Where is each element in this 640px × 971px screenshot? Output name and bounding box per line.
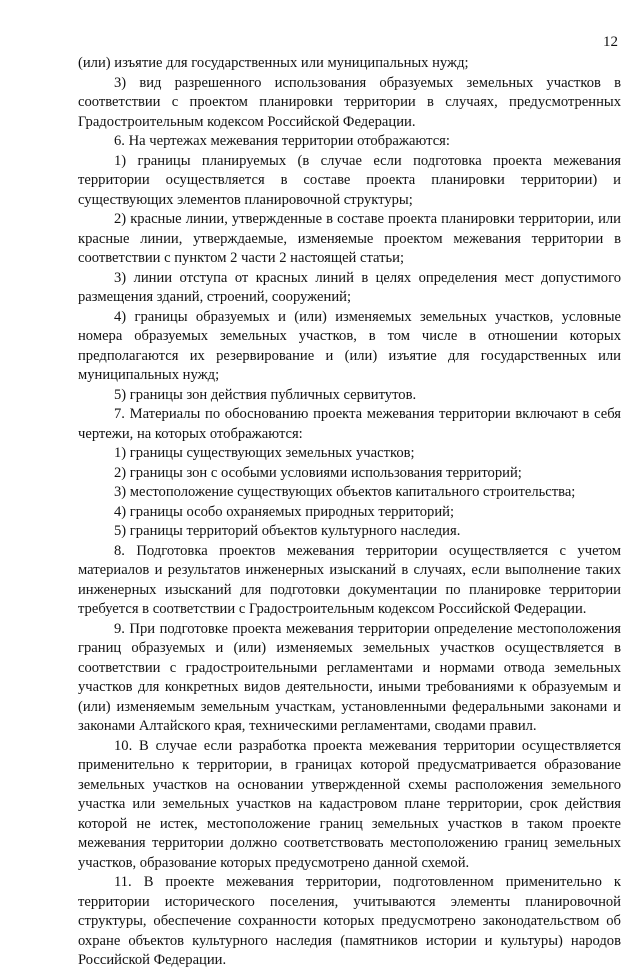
paragraph-item-7-2: 2) границы зон с особыми условиями использования территорий; [114, 464, 522, 481]
paragraph-item-7-5: 5) границы территорий объектов культурного наследия. [114, 523, 461, 539]
paragraph-section-6: 6. На чертежах межевания территории отображаются: [114, 133, 450, 149]
paragraph-item-7-4: 4) границы особо охраняемых природных территорий; [114, 503, 455, 520]
paragraph-item-7-3: 3) местоположение существующих объектов капитального строительства; [114, 484, 576, 500]
paragraph-item-7-1: 1) границы существующих земельных участков; [114, 445, 415, 461]
paragraph-item-6-4: 4) границы образуемых и (или) изменяемых земельных участков, условные номера образуемых земельных участков, в том числе в отношении которых предполагаются их резервирование и (или) изъятие для государственных или муниципальных нужд; [78, 308, 621, 383]
paragraph-item-5-3: 3) вид разрешенного использования образуемых земельных участков в соответствии с проектом планировки территории в случаях, предусмотренных Градостроительным кодексом Российской Федерации. [78, 74, 621, 130]
paragraph-item-6-5: 5) границы зон действия публичных сервитутов. [114, 386, 417, 403]
paragraph-section-11: 11. В проекте межевания территории, подготовленном применительно к территории исторического поселения, учитываются элементы планировочной структуры, обеспечение сохранности которых предусмотрено законодательством об охране объектов культурного наследия (памятников истории и культуры) народов Российской Федерации. [78, 874, 621, 968]
paragraph-item-6-3: 3) линии отступа от красных линий в целях определения мест допустимого размещения зданий, строений, сооружений; [78, 269, 621, 305]
paragraph-section-10: 10. В случае если разработка проекта межевания территории осуществляется применительно к территории, в границах которой предусматривается образование земельных участков на основании утвержденной схемы расположения земельного участка или земельных участков на кадастровом плане территории, срок действия которой не истек, местоположение границ земельных участков в таком проекте межевания территории должно соответствовать местоположению границ земельных участков, образование которых предусмотрено данной схемой. [78, 737, 621, 871]
paragraph-item-6-2: 2) красные линии, утвержденные в составе проекта планировки территории, или красные линии, утверждаемые, изменяемые проектом межевания территории в соответствии с пунктом 2 части 2 настоящей статьи; [78, 211, 621, 266]
page-number: 12 [603, 34, 618, 50]
paragraph-continuation: (или) изъятие для государственных или муниципальных нужд; [78, 55, 469, 71]
paragraph-item-6-1: 1) границы планируемых (в случае если подготовка проекта межевания территории осуществляется в составе проекта планировки территории) и существующих элементов планировочной структуры; [78, 152, 621, 208]
paragraph-section-8: 8. Подготовка проектов межевания территории осуществляется с учетом материалов и результатов инженерных изысканий в случаях, если выполнение таких инженерных изысканий для подготовки документации по планировке территории требуется в соответствии с Градостроительным кодексом Российской Федерации. [78, 542, 621, 617]
paragraph-section-9: 9. При подготовке проекта межевания территории определение местоположения границ образуемых и (или) изменяемых земельных участков осуществляется в соответствии с градостроительными регламентами и нормами отвода земельных участков для конкретных видов деятельности, иными требованиями к образуемым и (или) изменяемым земельным участкам, установленными федеральными законами и законами Алтайского края, техническими регламентами, сводами правил. [78, 620, 621, 734]
document-body [78, 54, 621, 971]
paragraph-section-7: 7. Материалы по обоснованию проекта межевания территории включают в себя чертежи, на которых отображаются: [78, 406, 621, 442]
